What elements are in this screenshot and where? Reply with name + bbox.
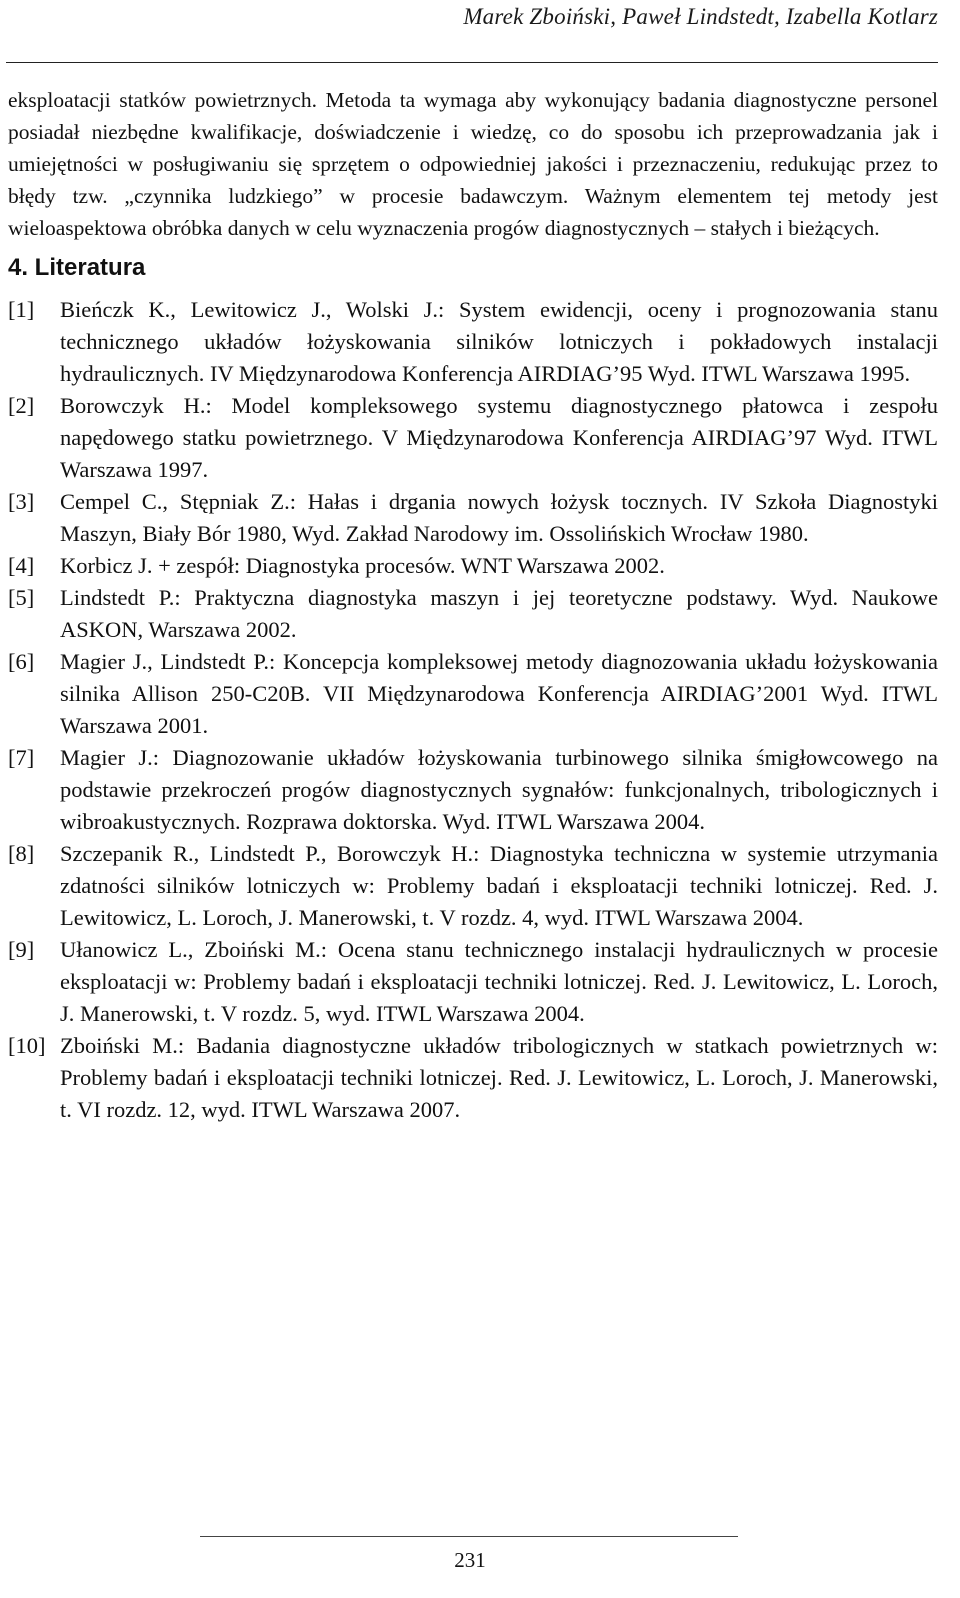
reference-number: [7]	[8, 745, 35, 770]
reference-item	[8, 294, 938, 390]
page-content	[8, 84, 938, 1126]
reference-number: [8]	[8, 841, 35, 866]
intro-paragraph: eksploatacji statków powietrznych. Metoda ta wymaga aby wykonujący badania diagnostyczne personel posiadał niezbędne kwalifikacje, doświadczenie i wiedzę, co do sposobu ich przeprowadzania jak i umiejętności w posługiwaniu się sprzętem o odpowiedniej jakości i przeznaczeniu, redukując przez to błędy tzw. „czynnika ludzkiego” w procesie badawczym. Ważnym elementem tej metody jest wieloaspektowa obróbka danych w celu wyznaczenia progów diagnostycznych – stałych i bieżących.	[8, 88, 938, 240]
reference-text: Magier J., Lindstedt P.: Koncepcja kompleksowej metody diagnozowania układu łożyskowania silnika Allison 250-C20B. VII Międzynarodowa Konferencja AIRDIAG’2001 Wyd. ITWL Warszawa 2001.	[60, 649, 938, 738]
reference-list	[8, 294, 938, 1126]
reference-text: Szczepanik R., Lindstedt P., Borowczyk H.: Diagnostyka techniczna w systemie utrzymania zdatności silników lotniczych w: Problemy badań i eksploatacji techniki lotniczej. Red. J. Lewitowicz, L. Loroch, J. Manerowski, t. V rozdz. 4, wyd. ITWL Warszawa 2004.	[60, 841, 938, 930]
reference-item	[8, 390, 938, 486]
reference-text: Bieńczk K., Lewitowicz J., Wolski J.: System ewidencji, oceny i prognozowania stanu technicznego układów łożyskowania silników lotniczych i pokładowych instalacji hydraulicznych. IV Międzynarodowa Konferencja AIRDIAG’95 Wyd. ITWL Warszawa 1995.	[60, 297, 938, 386]
reference-item	[8, 550, 938, 582]
reference-item	[8, 486, 938, 550]
reference-number: [9]	[8, 937, 35, 962]
reference-text: Zboiński M.: Badania diagnostyczne układów tribologicznych w statkach powietrznych w: Problemy badań i eksploatacji techniki lotniczej. Red. J. Lewitowicz, L. Loroch, J. Manerowski, t. VI rozdz. 12, wyd. ITWL Warszawa 2007.	[60, 1033, 938, 1122]
reference-number: [3]	[8, 489, 35, 514]
reference-item	[8, 582, 938, 646]
reference-text: Borowczyk H.: Model kompleksowego systemu diagnostycznego płatowca i zespołu napędowego statku powietrznego. V Międzynarodowa Konferencja AIRDIAG’97 Wyd. ITWL Warszawa 1997.	[60, 393, 938, 482]
reference-item	[8, 934, 938, 1030]
reference-number: [10]	[8, 1033, 46, 1058]
reference-number: [5]	[8, 585, 35, 610]
reference-item	[8, 1030, 938, 1126]
reference-number: [4]	[8, 553, 35, 578]
reference-number: [6]	[8, 649, 35, 674]
reference-number: [1]	[8, 297, 35, 322]
page-number: 231	[454, 1548, 486, 1572]
reference-item	[8, 838, 938, 934]
reference-text: Magier J.: Diagnozowanie układów łożyskowania turbinowego silnika śmigłowcowego na podstawie przekroczeń progów diagnostycznych sygnałów: funkcjonalnych, tribologicznych i wibroakustycznych. Rozprawa doktorska. Wyd. ITWL Warszawa 2004.	[60, 745, 938, 834]
reference-number: [2]	[8, 393, 35, 418]
reference-text: Korbicz J. + zespół: Diagnostyka procesów. WNT Warszawa 2002.	[60, 553, 665, 578]
reference-item	[8, 742, 938, 838]
section-title: 4. Literatura	[8, 254, 146, 281]
reference-item	[8, 646, 938, 742]
reference-text: Cempel C., Stępniak Z.: Hałas i drgania nowych łożysk tocznych. IV Szkoła Diagnostyki Maszyn, Biały Bór 1980, Wyd. Zakład Narodowy im. Ossolińskich Wrocław 1980.	[60, 489, 938, 546]
header-divider	[6, 62, 938, 63]
reference-text: Lindstedt P.: Praktyczna diagnostyka maszyn i jej teoretyczne podstawy. Wyd. Naukowe ASKON, Warszawa 2002.	[60, 585, 938, 642]
running-header-authors: Marek Zboiński, Paweł Lindstedt, Izabella Kotlarz	[463, 4, 938, 29]
reference-text: Ułanowicz L., Zboiński M.: Ocena stanu technicznego instalacji hydraulicznych w procesie eksploatacji w: Problemy badań i eksploatacji techniki lotniczej. Red. J. Lewitowicz, L. Loroch, J. Manerowski, t. V rozdz. 5, wyd. ITWL Warszawa 2004.	[60, 937, 938, 1026]
footer-divider	[200, 1536, 738, 1537]
